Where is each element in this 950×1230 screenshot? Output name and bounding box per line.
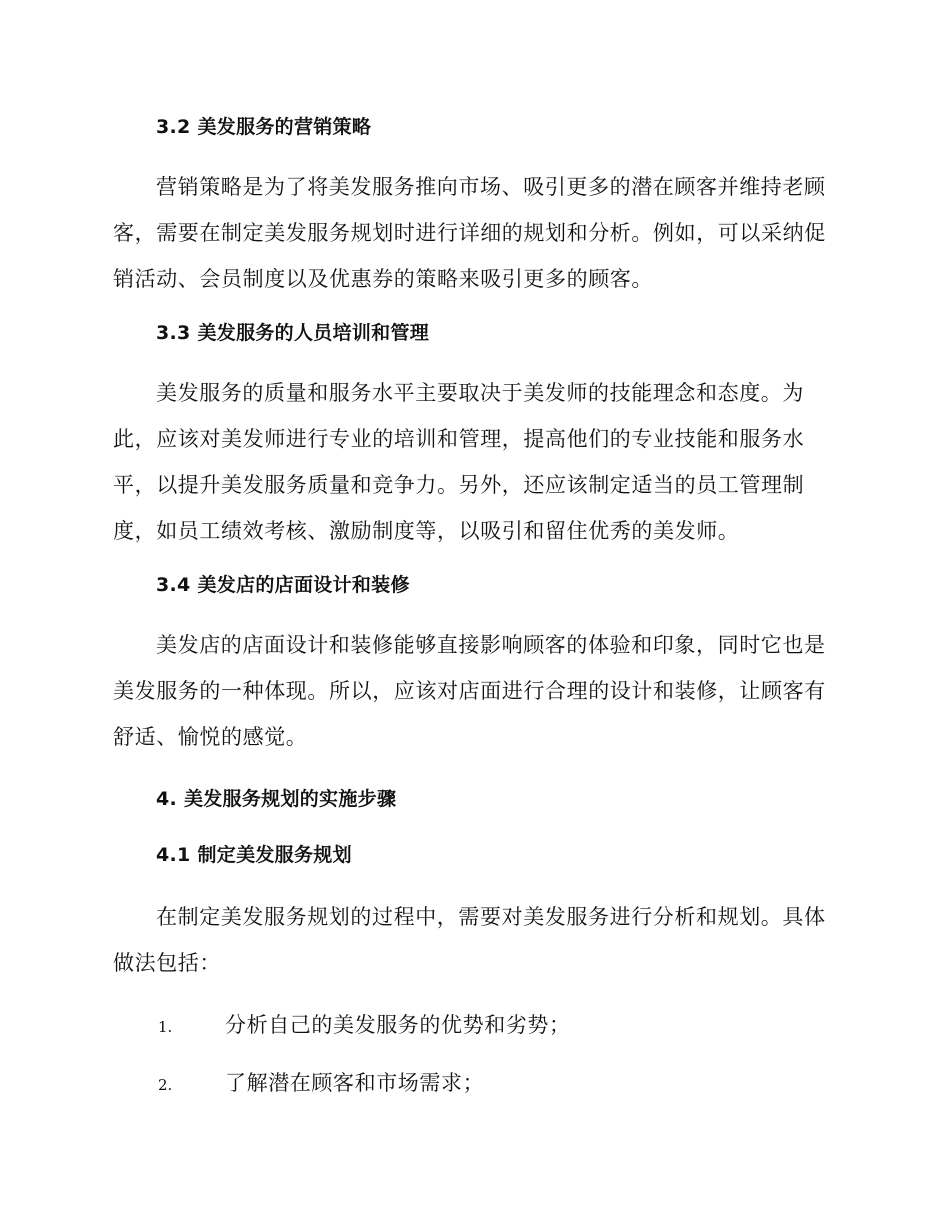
list-item-text: 分析自己的美发服务的优势和劣势； (225, 1013, 571, 1037)
list-item-number: 2. (158, 1076, 173, 1094)
chapter-heading-4: 4. 美发服务规划的实施步骤 (156, 788, 397, 810)
section-heading-3-2: 3.2 美发服务的营销策略 (156, 116, 372, 138)
section-paragraph-3-4: 美发店的店面设计和装修能够直接影响顾客的体验和印象，同时它也是美发服务的一种体现。所以，应该对店面进行合理的设计和装修，让顾客有舒适、愉悦的感觉。 (113, 633, 826, 749)
section-paragraph-3-2: 营销策略是为了将美发服务推向市场、吸引更多的潜在顾客并维持老顾客，需要在制定美发服务规划时进行详细的规划和分析。例如，可以采纳促销活动、会员制度以及优惠券的策略来吸引更多的顾客。 (113, 175, 826, 291)
section-paragraph-3-3: 美发服务的质量和服务水平主要取决于美发师的技能理念和态度。为此，应该对美发师进行专业的培训和管理，提高他们的专业技能和服务水平，以提升美发服务质量和竞争力。另外，还应该制定适当的员工管理制度，如员工绩效考核、激励制度等，以吸引和留住优秀的美发师。 (113, 381, 805, 543)
list-item (113, 1010, 831, 1068)
document-body (113, 112, 831, 1126)
list-item-text: 了解潜在顾客和市场需求； (225, 1071, 485, 1095)
section-heading-3-4: 3.4 美发店的店面设计和装修 (156, 574, 410, 596)
steps-list (113, 1010, 831, 1126)
section-heading-3-3: 3.3 美发服务的人员培训和管理 (156, 322, 430, 344)
section-heading-4-1: 4.1 制定美发服务规划 (156, 844, 352, 866)
section-paragraph-4-1: 在制定美发服务规划的过程中，需要对美发服务进行分析和规划。具体做法包括： (113, 905, 826, 975)
list-item (113, 1068, 831, 1126)
list-item-number: 1. (158, 1018, 173, 1036)
